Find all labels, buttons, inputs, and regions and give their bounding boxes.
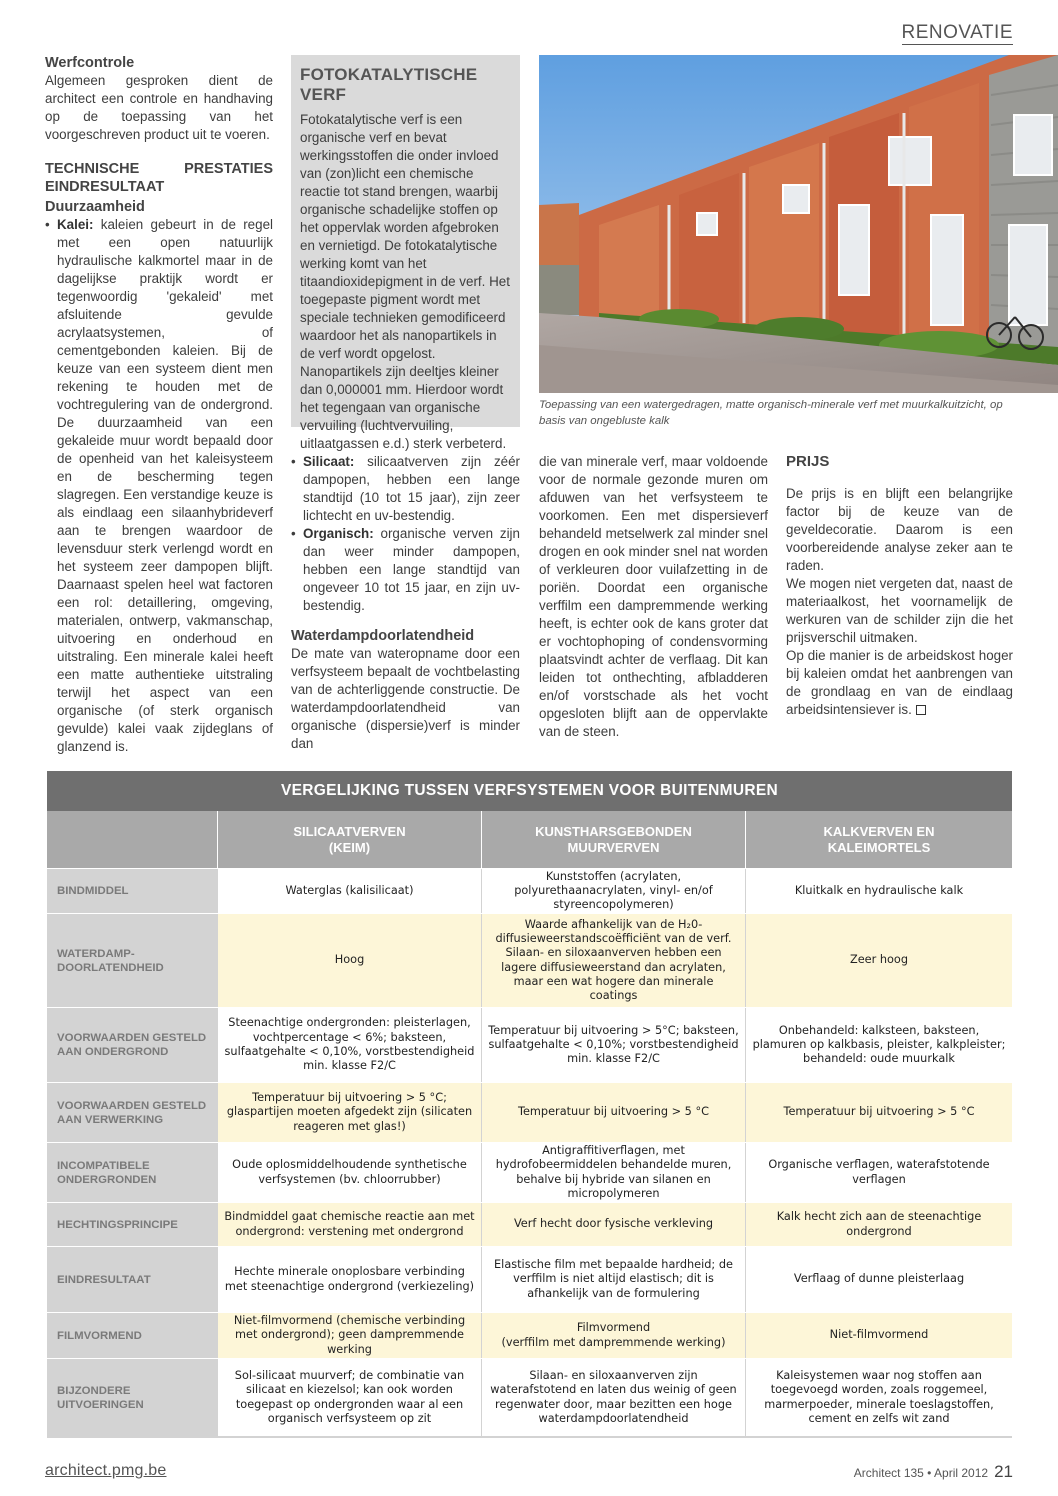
paragraph: De prijs is en blijft een belangrijke factor bij de keuze van de geveldecoratie. Daarom is een voorbereidende analyse zeker aan te raden.: [786, 486, 1013, 573]
paragraph: We mogen niet vergeten dat, naast de materiaalkost, het voornamelijk de werkuren van de schilder zijn die het prijsverschil uitmaken.: [786, 576, 1013, 645]
paragraph-text: Op die manier is de arbeidskost hoger bij kaleien omdat het aanbrengen van de grondlaag en van de eindlaag arbeidsintensiever is.: [786, 648, 1013, 717]
table-cell: Filmvormend (verffilm met dampremmende werking): [481, 1313, 745, 1358]
issue-info: [854, 1462, 1013, 1482]
row-label-text: EINDRESULTAAT: [57, 1273, 151, 1286]
row-label-text: INCOMPATIBELE ONDERGRONDEN: [57, 1159, 157, 1186]
table-row: [47, 1312, 1012, 1358]
table-cell: Hoog: [217, 914, 481, 1007]
row-label-text: VOORWAARDEN GESTELD AAN ONDERGROND: [57, 1032, 207, 1058]
table-row: [47, 1358, 1012, 1438]
row-label: [47, 1203, 217, 1246]
row-label: [47, 1143, 217, 1202]
bullet-text: silicaatverven zijn zéér dampopen, hebben een lange standtijd (10 tot 15 jaar), zijn zeer lichtecht en uv-bestendig.: [303, 454, 520, 523]
table-cell: Sol-silicaat muurverf; de combinatie van silicaat en kiezelsol; kan ook worden toegepast op ondergronden waar al een organisch verfsysteem op zit: [217, 1359, 481, 1436]
row-label: [47, 1008, 217, 1082]
table-row: [47, 913, 1012, 1007]
bullet-text: organische verven zijn dan weer minder dampopen, hebben een lange standtijd van ongeveer 10 tot 15 jaar, en zijn uv-bestendig.: [303, 526, 520, 613]
table-cell: Temperatuur bij uitvoering > 5 °C: [481, 1083, 745, 1142]
bullet-label: Organisch:: [303, 526, 374, 541]
table-row: [47, 868, 1012, 913]
table-row: [47, 1246, 1012, 1312]
column-header: [745, 811, 1012, 868]
column-4: [786, 453, 1013, 719]
paragraph: De mate van wateropname door een verfsysteem bepaalt de vochtbelasting van de achterliggende constructie. De waterdampdoorlatendheid van organische (dispersie)verf is minder dan: [291, 646, 520, 751]
table-cell: Temperatuur bij uitvoering > 5°C; baksteen, sulfaatgehalte < 0,10%; vorstbestendigheid min. klasse F2/C: [481, 1008, 745, 1082]
bullet-label: Kalei:: [57, 217, 94, 232]
row-label: [47, 1359, 217, 1436]
heading-duurzaamheid: Duurzaamheid: [45, 199, 145, 215]
page-number: 21: [994, 1462, 1013, 1481]
column-header-label: SILICAATVERVEN (KEIM): [293, 823, 406, 855]
header-corner: [47, 811, 217, 868]
row-label-text: FILMVORMEND: [57, 1329, 142, 1342]
heading-waterdampdoorlatendheid: Waterdampdoorlatendheid: [291, 628, 475, 644]
column-header: [217, 811, 481, 868]
bullet-text: kaleien gebeurt in de regel met een open natuurlijk hydraulische kalkmortel maar in de dagelijkse praktijk wordt er tegenwoordig 'gekaleid' met afsluitende gevulde acrylaatsystemen, of cementgebonden kaleien. Bij de keuze van een systeem dient men rekening te houden met de vochtregulering van de ondergrond. De duurzaamheid van een gekaleide muur wordt bepaald door de openheid van het kaleisysteem en de bescherming tegen slagregen. Een verstandige keuze is als eindlaag een silaanhybrideverf aan te brengen waardoor de levensduur sterk verlengd wordt en het systeem zeer dampopen blijft. Daarnaast spelen heel wat factoren een rol: detaillering, omgeving, materialen, ontwerp, vakmanschap, uitvoering en onderhoud en uitstraling. Een minerale kalei heeft een matte authentieke uitstraling terwijl het aspect van een organische (of sterk organisch gevulde) kalei vaak zijdeglans of glanzend is.: [57, 217, 273, 754]
paragraph: die van minerale verf, maar voldoende voor de normale gezonde muren om afduwen van het verfsysteem te voorkomen. Een met dispersieverf behandeld metselwerk zal minder snel drogen en ook minder snel nat worden of verkleuren door vuilafzetting in de poriën. Doordat een organische verffilm een dampremmende werking heeft, is echter ook de kans groter dat er vochtophoping of condensvorming plaatsvindt achter de verflaag. Dit kan leiden tot onthechting, afbladderen en/of vorstschade als het vocht opgesloten blijft aan de oppervlakte van de steen.: [539, 454, 768, 739]
table-cell: Niet-filmvormend: [745, 1313, 1012, 1358]
section-label: RENOVATIE: [901, 22, 1013, 43]
table-cell: Kunststoffen (acrylaten, polyurethaanacrylaten, vinyl- en/of styreencopolymeren): [481, 869, 745, 913]
comparison-table: [47, 771, 1012, 1438]
table-cell: Antigraffitiverflagen, met hydrofobeermiddelen behandelde muren, behalve bij hybride van silanen en micropolymeren: [481, 1143, 745, 1202]
row-label: [47, 1083, 217, 1142]
column-2: [291, 453, 520, 753]
table-header: [47, 811, 1012, 868]
column-header: [481, 811, 745, 868]
table-cell: Kalk hecht zich aan de steenachtige ondergrond: [745, 1203, 1012, 1246]
table-cell: Verflaag of dunne pleisterlaag: [745, 1247, 1012, 1312]
column-1: [45, 54, 273, 756]
table-cell: Onbehandeld: kalksteen, baksteen, plamuren op kalkbasis, pleister, kalkpleister; behandeld: oude muurkalk: [745, 1008, 1012, 1082]
heading-prijs: PRIJS: [786, 453, 830, 470]
table-row: [47, 1202, 1012, 1246]
issue-text: Architect 135 • April 2012: [853, 1466, 989, 1480]
row-label-text: HECHTINGSPRINCIPE: [57, 1218, 178, 1231]
table-cell: Silaan- en siloxaanverven zijn waterafstotend en laten dus weinig of geen regenwater door, maar bezitten een hoge waterdampdoorlatendheid: [481, 1359, 745, 1436]
paragraph: [786, 647, 1013, 719]
table-cell: Waarde afhankelijk van de H₂0-diffusieweerstandscoëfficiënt van de verf. Silaan- en siloxaanverven hebben een lagere diffusieweerstand dan acrylaten, maar een wat hogere dan minerale coatings: [481, 914, 745, 1007]
table-cell: Temperatuur bij uitvoering > 5 °C: [745, 1083, 1012, 1142]
row-label: [47, 914, 217, 1007]
sidebar-box: [291, 55, 520, 451]
website-link[interactable]: architect.pmg.be: [45, 1462, 167, 1479]
bullet-kalei: [45, 216, 273, 756]
row-label: [47, 1247, 217, 1312]
column-header-label: KALKVERVEN EN KALEIMORTELS: [823, 823, 935, 855]
end-mark-icon: [916, 705, 926, 715]
sidebar-text: Fotokatalytische verf is een organische verf en bevat werkingsstoffen die onder invloed van (zon)licht een chemische reactie tot stand brengen, waarbij organische schadelijke stoffen op het oppervlak worden afgebroken en vernietigd. De fotokatalytische werking komt van het titaandioxidepigment in de verf. Het toegepaste pigment wordt met speciale technieken gemodificeerd waardoor het als nanopartikels in de verf wordt opgelost. Nanopartikels zijn deeltjes kleiner dan 0,000001 mm. Hierdoor wordt het tegengaan van organische vervuiling (luchtvervuiling, uitlaatgassen e.d.) sterk verbeterd.: [300, 112, 510, 451]
heading-technische-prestaties: TECHNISCHE PRESTATIES EINDRESULTAAT: [45, 161, 273, 195]
table-cell: Elastische film met bepaalde hardheid; de verffilm is niet altijd elastisch; dit is afhankelijk van de formulering: [481, 1247, 745, 1312]
paragraph: Algemeen gesproken dient de architect een controle en handhaving op de toepassing van het voorgeschreven product uit te voeren.: [45, 73, 273, 142]
table-cell: Hechte minerale onoplosbare verbinding met steenachtige ondergrond (verkiezeling): [217, 1247, 481, 1312]
table-title: VERGELIJKING TUSSEN VERFSYSTEMEN VOOR BUITENMUREN: [47, 771, 1012, 811]
sidebar-title: FOTOKATALYTISCHE VERF: [300, 65, 478, 104]
bullet-label: Silicaat:: [303, 454, 355, 469]
table-row: [47, 1142, 1012, 1202]
row-label-text: WATERDAMP- DOORLATENDHEID: [57, 947, 164, 974]
table-row: [47, 1082, 1012, 1142]
table-cell: Steenachtige ondergronden: pleisterlagen, vochtpercentage < 6%; baksteen, sulfaatgehalte < 0,10%, vorstbestendigheid min. klasse F2/C: [217, 1008, 481, 1082]
building-photo: [539, 55, 1058, 393]
row-label-text: BINDMIDDEL: [57, 885, 129, 897]
row-label: [47, 1313, 217, 1358]
table-cell: Kaleisystemen waar nog stoffen aan toegevoegd worden, zoals roggemeel, marmerpoeder, minerale toeslagstoffen, cement en zelfs wit zand: [745, 1359, 1012, 1436]
row-label-text: VOORWAARDEN GESTELD AAN VERWERKING: [57, 1099, 207, 1126]
table-cell: Oude oplosmiddelhoudende synthetische verfsystemen (bv. chloorrubber): [217, 1143, 481, 1202]
table-cell: Kluitkalk en hydraulische kalk: [745, 869, 1012, 913]
table-cell: Temperatuur bij uitvoering > 5 °C; glaspartijen moeten afgedekt zijn (silicaten reageren met glas!): [217, 1083, 481, 1142]
bullet-silicaat: [291, 453, 520, 525]
column-header-label: KUNSTHARSGEBONDEN MUURVERVEN: [535, 823, 692, 855]
table-row: [47, 1007, 1012, 1082]
table-cell: Organische verflagen, waterafstotende verflagen: [745, 1143, 1012, 1202]
column-3: [539, 453, 768, 741]
heading-werfcontrole: Werfcontrole: [45, 55, 135, 71]
table-cell: Niet-filmvormend (chemische verbinding met ondergrond); geen dampremmende werking: [217, 1313, 481, 1358]
table-cell: Waterglas (kalisilicaat): [217, 869, 481, 913]
row-label-text: BIJZONDERE UITVOERINGEN: [57, 1384, 144, 1411]
bullet-organisch: [291, 525, 520, 615]
table-cell: Verf hecht door fysische verkleving: [481, 1203, 745, 1246]
table-cell: Zeer hoog: [745, 914, 1012, 1007]
table-cell: Bindmiddel gaat chemische reactie aan met ondergrond: verstening met ondergrond: [217, 1203, 481, 1246]
photo-caption: Toepassing van een watergedragen, matte organisch-minerale verf met muurkalkuitzicht, op basis van ongebluste kalk: [539, 399, 1003, 427]
row-label: [47, 869, 217, 913]
